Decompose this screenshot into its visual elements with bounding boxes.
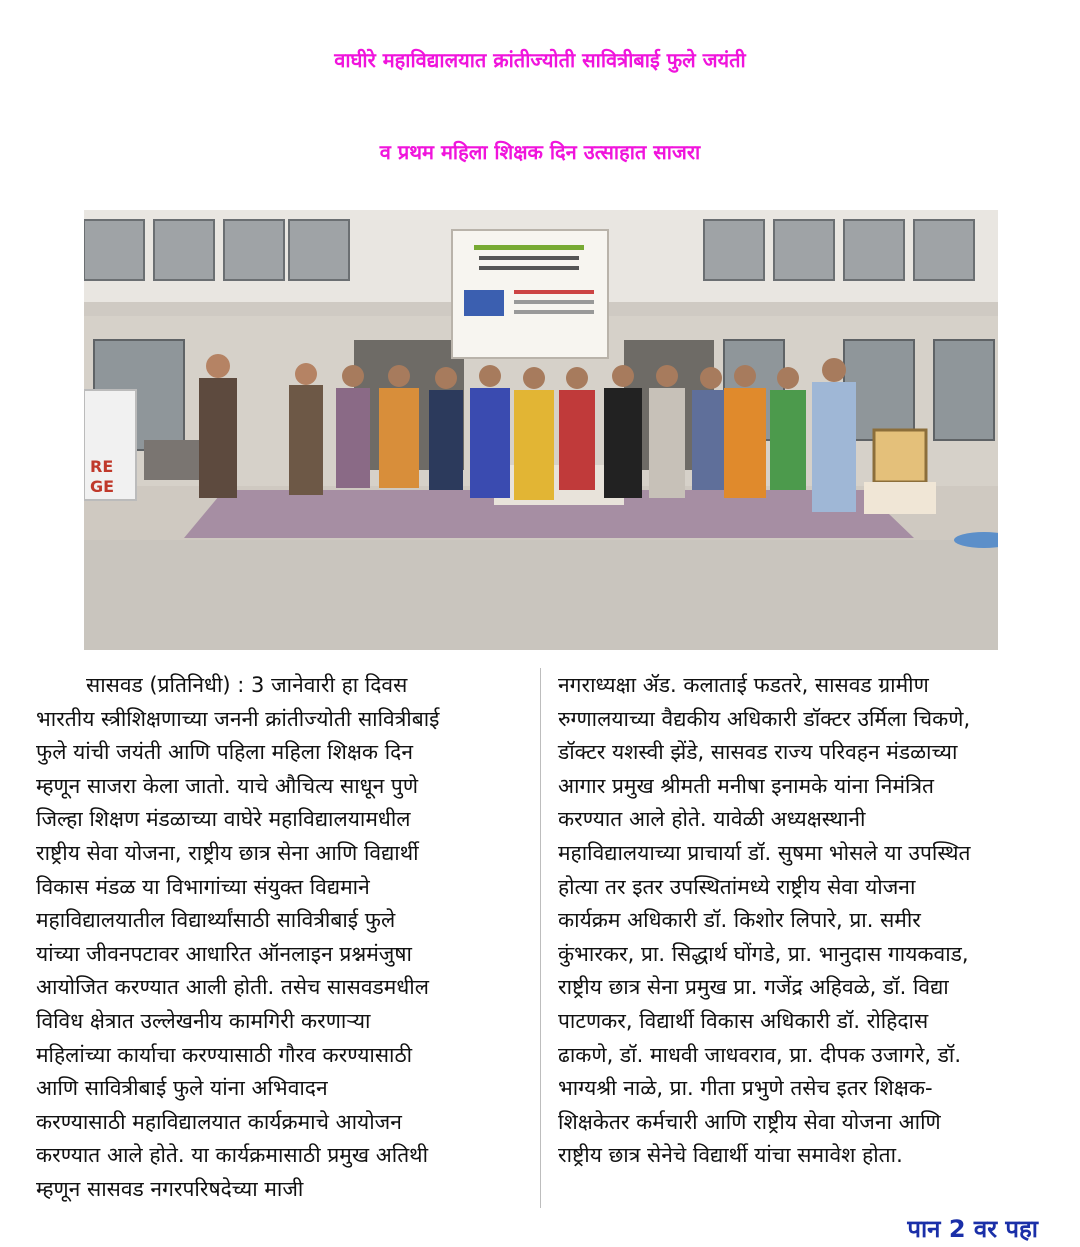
event-photo-illustration	[84, 210, 998, 650]
article-line: कार्यक्रम अधिकारी डॉ. किशोर लिपारे, प्रा. समीर	[558, 908, 921, 933]
article-line: ढाकणे, डॉ. माधवी जाधवराव, प्रा. दीपक उजागरे, डॉ.	[558, 1042, 962, 1067]
article-line: होत्या तर इतर उपस्थितांमध्ये राष्ट्रीय सेवा योजना	[558, 874, 916, 899]
podium-text-2: GE	[90, 477, 115, 496]
podium-text-1: RE	[90, 457, 114, 476]
article-column-right	[558, 669, 1042, 1173]
article-line: राष्ट्रीय छात्र सेनेचे विद्यार्थी यांचा समावेश होता.	[558, 1143, 903, 1168]
article-line: रुग्णालयाच्या वैद्यकीय अधिकारी डॉक्टर उर्मिला चिकणे,	[558, 706, 971, 731]
article-line: शिक्षकेतर कर्मचारी आणि राष्ट्रीय सेवा योजना आणि	[558, 1109, 941, 1134]
article-line: कुंभारकर, प्रा. सिद्धार्थ घोंगडे, प्रा. भानुदास गायकवाड,	[558, 941, 969, 966]
article-line: राष्ट्रीय सेवा योजना, राष्ट्रीय छात्र सेना आणि विद्यार्थी	[36, 840, 419, 865]
article-line: करण्यात आले होते. यावेळी अध्यक्षस्थानी	[558, 807, 866, 832]
headline-line-2: व प्रथम महिला शिक्षक दिन उत्साहात साजरा	[379, 140, 701, 164]
headline-line-1: वाघीरे महाविद्यालयात क्रांतीज्योती सावित्रीबाई फुले जयंती	[334, 48, 746, 72]
article-line: राष्ट्रीय छात्र सेना प्रमुख प्रा. गजेंद्र अहिवळे, डॉ. विद्या	[558, 975, 949, 1000]
event-photo	[84, 210, 998, 650]
article-line: विकास मंडळ या विभागांच्या संयुक्त विद्यमाने	[36, 874, 370, 899]
article-line: जिल्हा शिक्षण मंडळाच्या वाघेरे महाविद्यालयामधील	[36, 807, 411, 832]
article-line: महाविद्यालयाच्या प्राचार्या डॉ. सुषमा भोसले या उपस्थित	[558, 840, 971, 865]
article-line: फुले यांची जयंती आणि पहिला महिला शिक्षक दिन	[36, 740, 413, 765]
article-line: करण्यासाठी महाविद्यालयात कार्यक्रमाचे आयोजन	[36, 1109, 402, 1134]
article-line: म्हणून साजरा केला जातो. याचे औचित्य साधून पुणे	[36, 773, 419, 798]
article-line: यांच्या जीवनपटावर आधारित ऑनलाइन प्रश्नमंजुषा	[36, 941, 412, 966]
article-line: आणि सावित्रीबाई फुले यांना अभिवादन	[36, 1076, 328, 1101]
article-line: म्हणून सासवड नगरपरिषदेच्या माजी	[36, 1176, 304, 1201]
article-line: डॉक्टर यशस्वी झेंडे, सासवड राज्य परिवहन मंडळाच्या	[558, 740, 958, 765]
article-line: पाटणकर, विद्यार्थी विकास अधिकारी डॉ. रोहिदास	[558, 1008, 929, 1033]
column-divider	[540, 668, 541, 1208]
article-line: महाविद्यालयातील विद्यार्थ्यांसाठी सावित्रीबाई फुले	[36, 908, 396, 933]
article-line: नगराध्यक्षा ॲड. कलाताई फडतरे, सासवड ग्रामीण	[558, 673, 929, 697]
article-line: महिलांच्या कार्याचा करण्यासाठी गौरव करण्यासाठी	[36, 1042, 413, 1067]
article-line: सासवड (प्रतिनिधी) : 3 जानेवारी हा दिवस	[86, 673, 408, 697]
article-column-left	[36, 669, 522, 1207]
article-line: आगार प्रमुख श्रीमती मनीषा इनामके यांना निमंत्रित	[558, 773, 935, 798]
article-line: भारतीय स्त्रीशिक्षणाच्या जननी क्रांतीज्योती सावित्रीबाई	[36, 706, 440, 731]
continued-on-page-link[interactable]: पान 2 वर पहा	[907, 1215, 1038, 1243]
article-line: करण्यात आले होते. या कार्यक्रमासाठी प्रमुख अतिथी	[36, 1143, 429, 1168]
headline	[0, 14, 1080, 198]
article-line: भाग्यश्री नाळे, प्रा. गीता प्रभुणे तसेच इतर शिक्षक-	[558, 1076, 933, 1101]
article-line: आयोजित करण्यात आली होती. तसेच सासवडमधील	[36, 975, 429, 1000]
article-line: विविध क्षेत्रात उल्लेखनीय कामगिरी करणाऱ्या	[36, 1008, 371, 1033]
